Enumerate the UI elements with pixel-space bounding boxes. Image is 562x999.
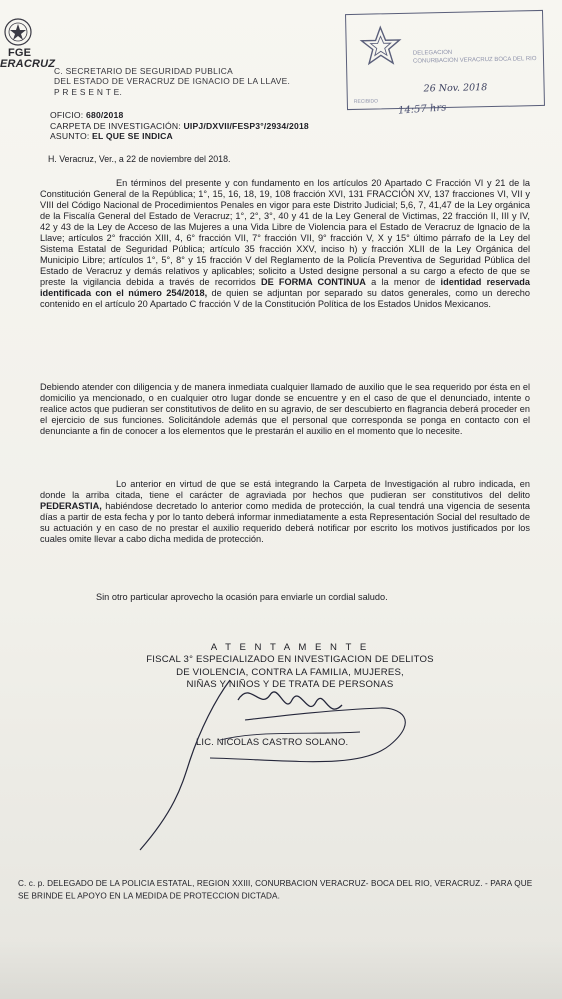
paragraph-context: Lo anterior en virtud de que se está integrando la Carpeta de Investigación al rubro indicada, en donde la arriba citada, tiene el carácter de agraviada por hechos que pudieran ser constitutivos del delito PEDERASTIA, habiéndose decretado lo anterior como medida de protección, la cual tendrá una vigencia de sesenta días a partir de esta fecha y por lo tanto deberá informar inmediatamente a esta Representación Social del resultado de su actuación y en caso de no prestar el auxilio requerido deberá notificar por escrito los motivos justificados por los cuales omite llevar a cabo dicha medida de protección. — [40, 479, 530, 544]
ccp-line: C. c. p. DELEGADO DE LA POLICIA ESTATAL, REGION XXIII, CONURBACION VERACRUZ- BOCA DEL RIO, VERACRUZ. - PARA QUE — [18, 878, 533, 888]
signer-title-line: DE VIOLENCIA, CONTRA LA FAMILIA, MUJERES, — [176, 666, 404, 678]
letterhead-logo-text: FGE ERACRUZ — [0, 47, 56, 70]
paragraph-legal-basis: En términos del presente y con fundamento en los artículos 20 Apartado C Fracción VI y 21 de la Constitución General de la República; 1°, 15, 16, 18, 19, 108 fracción XVI, 131 FRACCIÓN XV, 137 fracciones VI, VII y VIII del Código Nacional de Procedimientos Penales en vigor para este Distrito Judicial; 5,6, 7, 41,47 de la Ley orgánica de la Fiscalía General del Estado de Veracruz; 1°, 2°, 3°, 40 y 41 de la Ley General de Victimas, 22 fracción II, III y IV, 42 y 43 de la Ley de Acceso de las Mujeres a una Vida Libre de Violencia para el Estado de Veracruz de Ignacio de la Llave; artículos 2° fracción XIII, 4, 6° fracción VII, 7° fracción VII, 9° fracción V, X y 15° último párrafo de la Ley del Sistema Estatal de Seguridad Pública; artículo 35 fracción XXV, inciso h) y fracción XLII de la Ley Orgánica del Municipio Libre; artículos 1°, 5°, 8° y 15 fracción V del Reglamento de la Policía Preventiva de Seguridad Pública del Estado de Veracruz y demás relativos y aplicables; solicito a Usted designe personal a su cargo a efecto de que se preste la vigilancia debida a través de recorridos DE FORMA CONTINUA a la menor de identidad reservada identificada con el número 254/2018, de quien se adjuntan por separado su datos generales, como un derecho contenido en el artículo 20 Apartado C fracción V de la Constitución Política de los Estados Unidos Mexicanos. — [40, 178, 531, 309]
signer-title-line: NIÑAS Y NIÑOS Y DE TRATA DE PERSONAS — [186, 679, 394, 691]
oficio-line: OFICIO: 680/2018 — [50, 110, 124, 120]
handwritten-time-note: 14:57 hrs — [397, 102, 447, 117]
stamp-text: DELEGACION CONURBACION VERACRUZ BOCA DEL RIO — [412, 49, 537, 65]
carpeta-line: CARPETA DE INVESTIGACIÓN: UIPJ/DXVII/FESP3°/2934/2018 — [50, 120, 309, 131]
atentamente-line: A T E N T A M E N T E — [210, 642, 370, 653]
paragraph-instructions: Debiendo atender con diligencia y de manera inmediata cualquier llamado de auxilio que le sea requerido por ésta en el domicilio ya mencionado, o en cualquier otro lugar donde se encuentre y en el caso de que el denunciado, intente o realice actos que pudieran ser constitutivos de delito en su agravio, de ser descubierto en flagrancia deberá proceder en el ejercicio de sus funciones. Solicitándole además que el personal que corresponda se ponga en contacto con el denunciante a fin de conocer a los elementos que le prestarán el auxilio en el momento que lo necesite. — [40, 382, 530, 436]
reference-block — [50, 110, 309, 142]
ccp-line: SE BRINDE EL APOYO EN LA MEDIDA DE PROTECCION DICTADA. — [18, 890, 280, 900]
paragraph-closing: Sin otro particular aprovecho la ocasión para enviarle un cordial saludo. — [96, 592, 388, 602]
signer-name: LIC. NICOLAS CASTRO SOLANO. — [196, 736, 349, 747]
star-emblem-icon — [358, 24, 403, 69]
reception-stamp — [345, 10, 545, 110]
stamp-handwritten-date: 26 Nov. 2018 — [423, 82, 488, 95]
recipient-block — [54, 66, 354, 97]
paper-shadow — [0, 940, 562, 999]
recipient-line: DEL ESTADO DE VERACRUZ DE IGNACIO DE LA LLAVE. — [54, 76, 291, 87]
recipient-line: C. SECRETARIO DE SEGURIDAD PUBLICA — [54, 66, 233, 76]
place-date-line: H. Veracruz, Ver., a 22 de noviembre del 2018. — [48, 154, 231, 164]
signer-title-line: FISCAL 3° ESPECIALIZADO EN INVESTIGACION DE DELITOS — [146, 654, 434, 666]
handwritten-signature — [120, 660, 420, 860]
carbon-copy-note — [18, 877, 538, 901]
stamp-small-text: RECIBIDO — [353, 98, 379, 105]
asunto-line: ASUNTO: EL QUE SE INDICA — [50, 131, 173, 142]
recipient-line: P R E S E N T E. — [54, 86, 123, 97]
